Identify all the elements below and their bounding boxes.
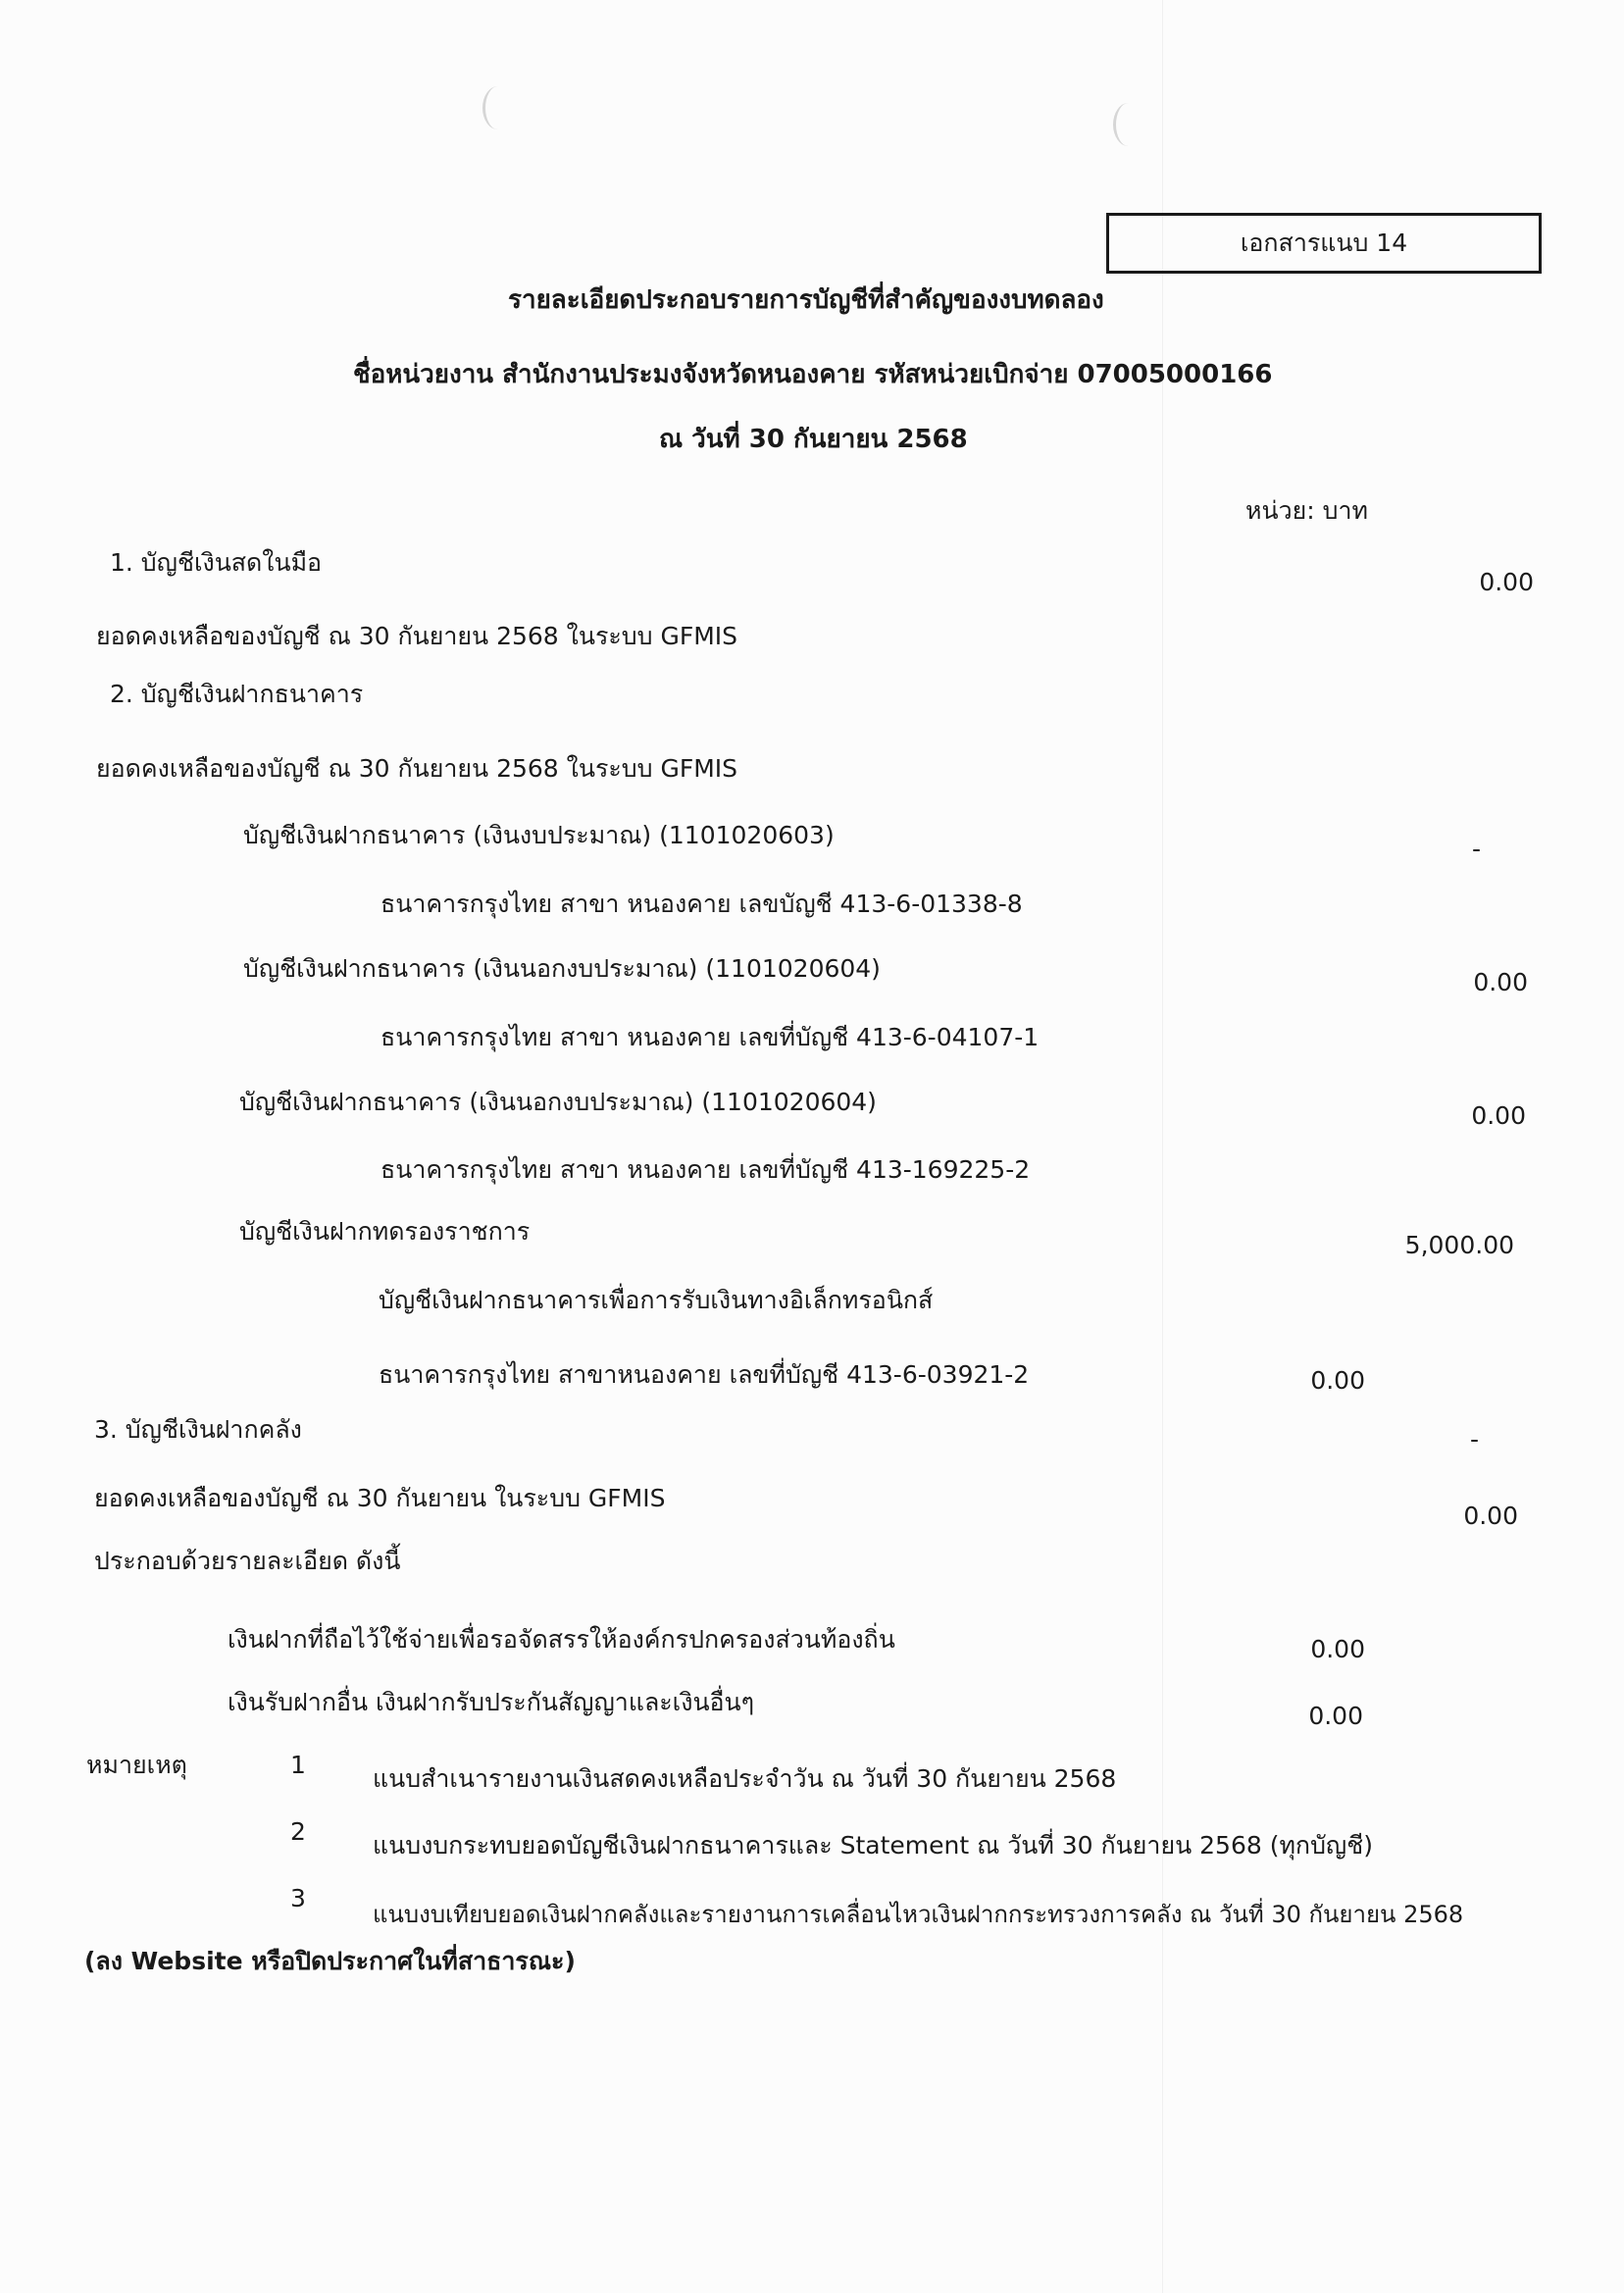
bank-account-detail: ธนาคารกรุงไทย สาขา หนองคาย เลขที่บัญชี 413-6-04107-1 <box>381 1023 1040 1051</box>
section3-detail-intro: ประกอบด้วยรายละเอียด ดังนี้ <box>94 1547 401 1575</box>
treasury-detail-amount: 0.00 <box>1308 1702 1363 1730</box>
treasury-detail-label: เงินฝากที่ถือไว้ใช้จ่ายเพื่อรอจัดสรรให้องค์กรปกครองส่วนท้องถิ่น <box>228 1625 895 1654</box>
section2-heading: 2. บัญชีเงินฝากธนาคาร <box>110 680 364 708</box>
section1-amount: 0.00 <box>1479 568 1534 596</box>
advance-sub-account-bank: ธนาคารกรุงไทย สาขาหนองคาย เลขที่บัญชี 413-6-03921-2 <box>379 1360 1030 1389</box>
agency-line: ชื่อหน่วยงาน สำนักงานประมงจังหวัดหนองคาย รหัสหน่วยเบิกจ่าย 07005000166 <box>353 360 1273 389</box>
bank-account-amount: 0.00 <box>1471 1101 1526 1130</box>
section3-dash: - <box>1469 1425 1479 1453</box>
treasury-detail-label: เงินรับฝากอื่น เงินฝากรับประกันสัญญาและเงินอื่นๆ <box>228 1688 755 1716</box>
section3-amount: 0.00 <box>1463 1502 1518 1530</box>
section2-balance-label: ยอดคงเหลือของบัญชี ณ 30 กันยายน 2568 ในระบบ GFMIS <box>96 754 738 783</box>
remark-number: 3 <box>290 1884 306 1912</box>
attachment-label: เอกสารแนบ 14 <box>1240 229 1408 257</box>
section3-heading: 3. บัญชีเงินฝากคลัง <box>94 1415 302 1444</box>
remark-text: แนบงบกระทบยอดบัญชีเงินฝากธนาคารและ Statement ณ วันที่ 30 กันยายน 2568 (ทุกบัญชี) <box>373 1831 1373 1860</box>
remark-text: แนบงบเทียบยอดเงินฝากคลังและรายงานการเคลื่อนไหวเงินฝากกระทรวงการคลัง ณ วันที่ 30 กันยายน 2568 <box>373 1901 1464 1928</box>
remark-text: แนบสำเนารายงานเงินสดคงเหลือประจำวัน ณ วันที่ 30 กันยายน 2568 <box>373 1764 1117 1793</box>
section3-balance-label: ยอดคงเหลือของบัญชี ณ 30 กันยายน ในระบบ GFMIS <box>94 1484 666 1512</box>
bank-account-amount: - <box>1471 835 1481 863</box>
bank-account-name: บัญชีเงินฝากธนาคาร (เงินนอกงบประมาณ) (1101020604) <box>243 954 881 983</box>
report-date: ณ วันที่ 30 กันยายน 2568 <box>659 425 968 454</box>
bank-account-amount: 0.00 <box>1473 968 1528 996</box>
section1-balance-label: ยอดคงเหลือของบัญชี ณ 30 กันยายน 2568 ในระบบ GFMIS <box>96 622 738 650</box>
advance-sub-account-name: บัญชีเงินฝากธนาคารเพื่อการรับเงินทางอิเล็กทรอนิกส์ <box>379 1286 934 1314</box>
bank-account-name: บัญชีเงินฝากธนาคาร (เงินนอกงบประมาณ) (1101020604) <box>239 1088 877 1116</box>
remark-number: 1 <box>290 1751 306 1779</box>
unit-label: หน่วย: บาท <box>1245 496 1369 525</box>
advance-account-name: บัญชีเงินฝากทดรองราชการ <box>239 1217 531 1246</box>
section1-heading: 1. บัญชีเงินสดในมือ <box>110 548 323 577</box>
footer-publication-note: (ลง Website หรือปิดประกาศในที่สาธารณะ) <box>84 1947 576 1975</box>
punch-hole-mark-left <box>482 86 513 129</box>
bank-account-detail: ธนาคารกรุงไทย สาขา หนองคาย เลขที่บัญชี 413-169225-2 <box>381 1155 1031 1184</box>
document-title: รายละเอียดประกอบรายการบัญชีที่สำคัญของงบทดลอง <box>508 285 1104 315</box>
treasury-detail-amount: 0.00 <box>1310 1635 1365 1663</box>
advance-account-amount: 5,000.00 <box>1404 1231 1514 1259</box>
remark-number: 2 <box>290 1817 306 1846</box>
bank-account-name: บัญชีเงินฝากธนาคาร (เงินงบประมาณ) (1101020603) <box>243 821 835 849</box>
attachment-label-box <box>1106 213 1542 274</box>
advance-sub-account-amount: 0.00 <box>1310 1366 1365 1395</box>
remarks-label: หมายเหตุ <box>86 1751 187 1779</box>
scan-fold-line <box>1162 0 1163 2293</box>
punch-hole-mark-right <box>1113 103 1143 146</box>
bank-account-detail: ธนาคารกรุงไทย สาขา หนองคาย เลขบัญชี 413-6-01338-8 <box>381 890 1023 918</box>
